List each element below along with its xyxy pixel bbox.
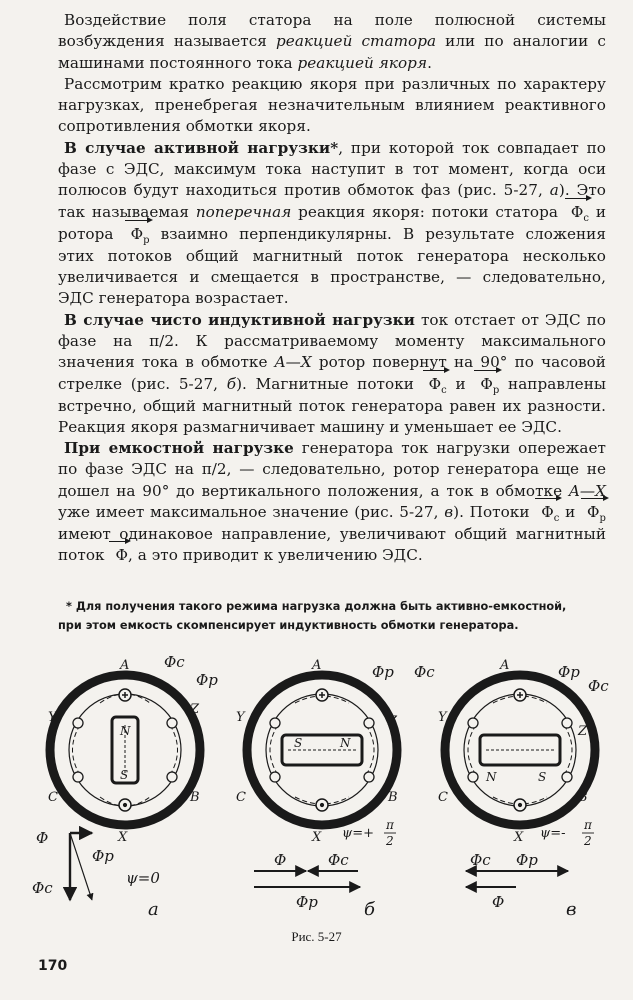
pole-N-b: N <box>340 736 351 750</box>
text-run: ). Потоки <box>453 503 536 522</box>
paragraph-4 <box>58 310 606 439</box>
conductor-Y-a <box>73 718 83 728</box>
panel-letter-c: в <box>566 899 577 920</box>
term-stator-reaction: реакцией статора <box>276 32 437 51</box>
subscript: р <box>143 234 150 246</box>
pole-N-c: N <box>486 770 497 784</box>
pole-S-a: S <box>120 768 129 782</box>
label-phi-c-c2: Φc <box>470 851 491 869</box>
text-run: ). Магнитные потоки <box>236 374 423 393</box>
label-phi-c-a: Φc <box>164 655 185 671</box>
label-Y-c: Y <box>438 710 447 725</box>
body-text <box>58 10 606 567</box>
figure-5-27 <box>30 655 620 925</box>
term-armature-reaction: реакцией якоря <box>297 53 428 72</box>
label-Z-a: Z <box>190 702 200 717</box>
label-X-c: X <box>514 830 524 845</box>
panel-b <box>236 658 435 920</box>
label-A-a: A <box>120 658 130 673</box>
label-X-a: X <box>118 830 128 845</box>
label-phi-p-a2: Φp <box>92 847 114 865</box>
label-phi-p-b2: Φp <box>296 893 318 911</box>
phi-symbol: Φ <box>570 202 584 221</box>
vector-phi-a <box>70 833 92 900</box>
label-phi-c-c: Φc <box>588 677 609 695</box>
text-run: взаимно перпендикулярны. В результате сложения этих потоков общий магнитный поток генератора несколько увеличивается и смещается в пространстве, — следовательно, ЭДС генератора возрастает. <box>58 224 606 308</box>
conductor-C-a <box>73 772 83 782</box>
vector-phi-c <box>535 505 559 524</box>
heading-capacitive-load: При емкостной нагрузке <box>64 439 294 458</box>
footnote-line-2: при этом емкость скомпенсирует индуктивность обмотки генератора. <box>58 619 519 632</box>
subscript: с <box>553 513 560 525</box>
text-run: реакция якоря: потоки статора <box>291 202 565 221</box>
conductor-Y-b <box>270 718 280 728</box>
conductor-Z-c <box>562 718 572 728</box>
label-phi-c2: Φ <box>492 893 505 911</box>
vector-phi-c <box>423 374 447 396</box>
panel-letter-b: б <box>364 899 375 920</box>
footnote-line-1: * Для получения такого режима нагрузка должна быть активно-емкостной, <box>66 600 567 613</box>
phi-symbol: Φ <box>480 374 493 393</box>
conductor-C-b <box>270 772 280 782</box>
panel-c <box>438 658 609 920</box>
text-run: ). Это так называемая <box>58 181 607 221</box>
label-pi-b: π <box>386 818 394 832</box>
label-psi-b: ψ=+ <box>342 826 374 841</box>
conductor-Z-a <box>167 718 177 728</box>
fig-letter: б <box>226 374 237 393</box>
term-transverse: поперечная <box>195 202 292 221</box>
label-Z-c: Z <box>578 724 588 739</box>
paragraph-5 <box>58 438 606 567</box>
label-phi-c-a2: Φc <box>32 879 53 897</box>
pole-N-a: N <box>120 724 131 738</box>
figure-caption: Рис. 5-27 <box>291 929 342 944</box>
pole-S-c: S <box>538 770 547 784</box>
label-X-b: X <box>312 830 322 845</box>
footnote <box>58 597 620 635</box>
label-phi-c-b: Φc <box>414 663 435 681</box>
pole-S-b: S <box>294 736 303 750</box>
label-Y-b: Y <box>236 710 245 725</box>
phi-symbol: Φ <box>130 224 144 243</box>
vector-phi <box>109 548 128 563</box>
dot-mark <box>123 803 126 806</box>
text-run: и <box>446 374 475 393</box>
text-run: . <box>427 53 432 72</box>
label-phi-p-a: Φp <box>196 671 218 689</box>
label-pi-c: π <box>584 818 592 832</box>
paragraph-1 <box>58 10 606 74</box>
text-run: имеют одинаковое направление, увеличивают общий магнитный поток <box>58 525 606 565</box>
label-phi-a: Φ <box>36 829 49 847</box>
label-B-c: B <box>578 790 588 805</box>
vector-phi-p <box>581 505 606 524</box>
conductor-B-c <box>562 772 572 782</box>
conductor-Y-c <box>468 718 478 728</box>
conductor-B-b <box>364 772 374 782</box>
winding-ax: A—X <box>568 481 606 500</box>
label-A-b: A <box>312 658 322 673</box>
phi-symbol: Φ <box>428 374 442 393</box>
label-C-b: C <box>236 790 246 805</box>
text-run: ротор повернут на 90° по часовой стрелке (рис. 5-27, <box>58 353 606 393</box>
conductor-Z-b <box>364 718 374 728</box>
phi-symbol: Φ <box>541 503 554 522</box>
dot-mark <box>320 803 323 806</box>
subscript: с <box>441 384 447 396</box>
text-run: или по аналогии с машинами постоянного тока <box>58 32 606 72</box>
label-two-b: 2 <box>386 834 394 848</box>
text-run: ток отстает от ЭДС по фазе на π/2. К рассматриваемому моменту максимального значения тока в обмотке <box>58 310 606 372</box>
label-B-b: B <box>388 790 398 805</box>
label-Z-b: Z <box>388 714 398 729</box>
conductor-C-c <box>468 772 478 782</box>
label-C-a: C <box>48 790 58 805</box>
heading-inductive-load: В случае чисто индуктивной нагрузки <box>64 310 415 329</box>
subscript: с <box>583 212 589 224</box>
label-two-c: 2 <box>584 834 592 848</box>
fig-letter: в <box>444 503 454 522</box>
text-run: , при которой ток совпадает по фазе с ЭДС, максимум тока наступит в тот момент, когда оси полюсов будут находиться против обмоток фаз (рис. 5-27, <box>58 138 606 200</box>
label-phi-p-c: Φp <box>558 663 580 681</box>
text-run: уже имеет максимальное значение (рис. 5-27, <box>58 503 445 522</box>
label-A-c: A <box>500 658 510 673</box>
subscript: р <box>492 384 500 396</box>
text-run: генератора ток нагрузки опережает по фазе ЭДС на π/2, — следовательно, ротор генератора еще не дошел на 90° до вертикального положения, а ток в обмотке <box>58 439 606 500</box>
label-phi-b: Φ <box>274 851 287 869</box>
heading-active-load: В случае активной нагрузки* <box>64 138 339 157</box>
paragraph-3 <box>58 138 606 310</box>
label-phi-c-b2: Φc <box>328 851 349 869</box>
label-psi-c: ψ=- <box>540 826 566 841</box>
figure-drawing <box>30 655 620 925</box>
subscript: р <box>599 513 606 525</box>
paragraph-2: Рассмотрим кратко реакцию якоря при различных по характеру нагрузках, пренебрегая незначительным влиянием реактивного сопротивления обмотки якоря. <box>58 74 606 136</box>
label-phi-p-c2: Φp <box>516 851 538 869</box>
label-psi-a: ψ=0 <box>126 869 160 887</box>
phi-symbol: Φ <box>587 503 600 522</box>
text-run: Воздействие поля статора на поле полюсной системы возбуждения называется <box>58 11 606 51</box>
vector-phi-p <box>474 374 500 396</box>
conductor-B-a <box>167 772 177 782</box>
label-Y-a: Y <box>48 710 57 725</box>
phi-symbol: Φ <box>115 546 128 565</box>
label-B-a: B <box>190 790 200 805</box>
vector-phi-c <box>565 202 589 224</box>
text-run: и <box>559 503 582 522</box>
dot-mark <box>518 803 521 806</box>
text-run: , а это приводит к увеличению ЭДС. <box>127 546 423 565</box>
text-run: и ротора <box>58 202 606 243</box>
winding-ax: A—X <box>274 353 312 372</box>
vector-phi-p <box>125 224 150 246</box>
panel-letter-a: а <box>148 899 159 920</box>
label-C-c: C <box>438 790 448 805</box>
panel-a <box>32 655 218 920</box>
label-phi-p-b: Φp <box>372 663 394 681</box>
text-run: направлены встречно, общий магнитный поток генератора равен их разности. Реакция якоря размагничивает машину и уменьшает ее ЭДС. <box>58 374 606 436</box>
fig-letter: а <box>549 181 559 200</box>
page-number: 170 <box>38 958 68 974</box>
